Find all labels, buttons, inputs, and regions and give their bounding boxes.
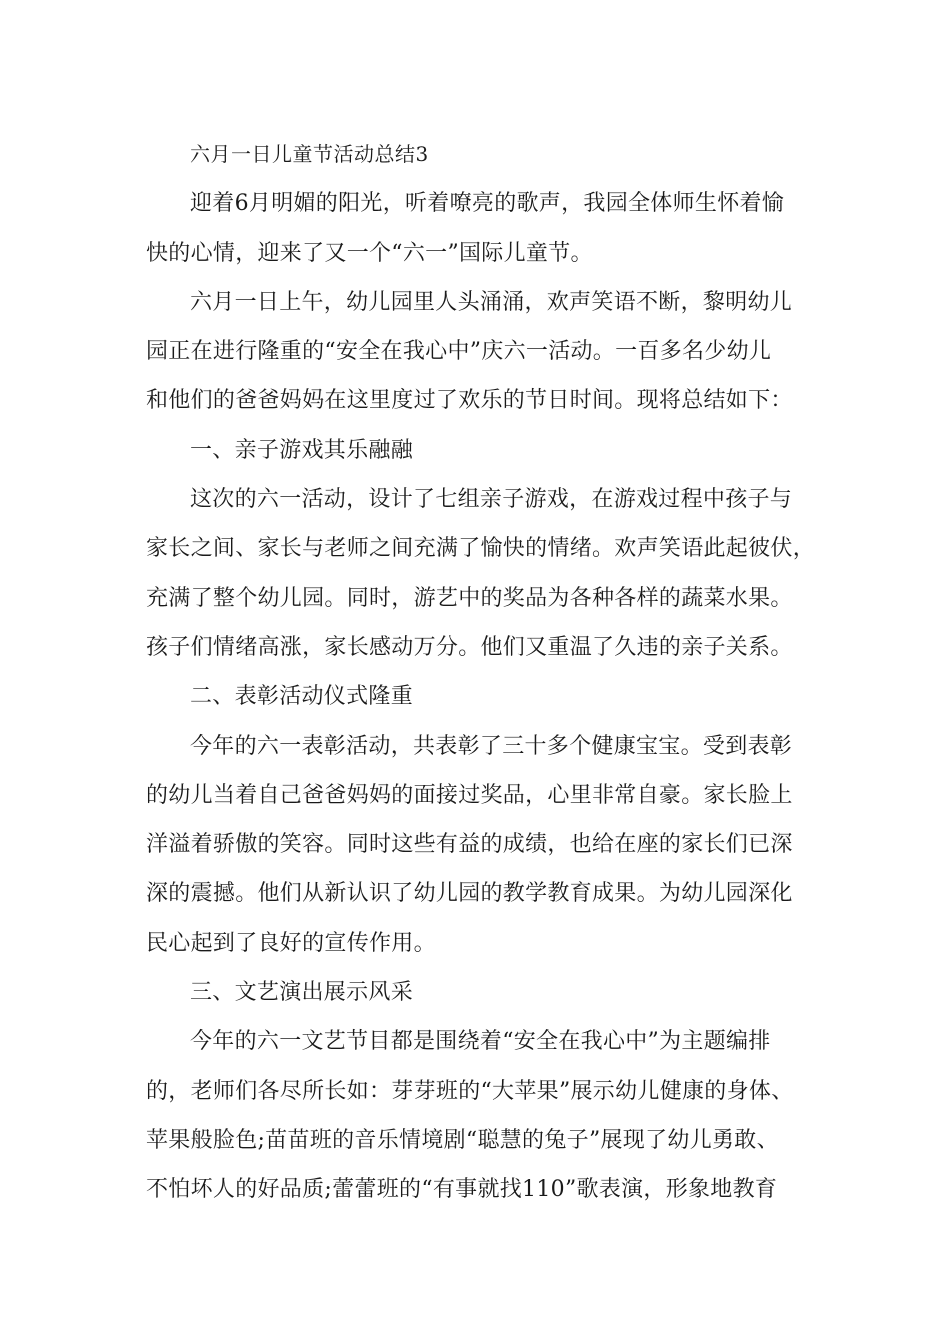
paragraph-line: 快的心情，迎来了又一个“六一”国际儿童节。 [146,240,593,266]
paragraph-line: 深的震撼。他们从新认识了幼儿园的教学教育成果。为幼儿园深化 [146,881,793,907]
paragraph-line: 今年的六一文艺节目都是围绕着“安全在我心中”为主题编排 [190,1029,771,1055]
paragraph-line: 不怕坏人的好品质;蕾蕾班的“有事就找110”歌表演，形象地教育 [146,1177,778,1203]
paragraph-line: 充满了整个幼儿园。同时，游艺中的奖品为各种各样的蔬菜水果。 [146,585,793,611]
paragraph-line: 园正在进行隆重的“安全在我心中”庆六一活动。一百多名少幼儿 [146,339,772,365]
paragraph-line: 的幼儿当着自己爸爸妈妈的面接过奖品，心里非常自豪。家长脸上 [146,782,793,808]
paragraph-line: 民心起到了良好的宣传作用。 [146,930,436,956]
section-heading: 二、表彰活动仪式隆重 [190,684,414,710]
section-heading: 一、亲子游戏其乐融融 [190,437,414,463]
paragraph-line: 苹果般脸色;苗苗班的音乐情境剧“聪慧的兔子”展现了幼儿勇敢、 [146,1127,779,1153]
paragraph-line: 和他们的爸爸妈妈在这里度过了欢乐的节日时间。现将总结如下： [146,388,793,414]
document-title: 六月一日儿童节活动总结3 [190,142,429,166]
paragraph-line: 这次的六一活动，设计了七组亲子游戏，在游戏过程中孩子与 [190,487,793,513]
section-heading: 三、文艺演出展示风采 [190,980,414,1006]
paragraph-line: 洋溢着骄傲的笑容。同时这些有益的成绩，也给在座的家长们已深 [146,832,793,858]
paragraph-line: 孩子们情绪高涨，家长感动万分。他们又重温了久违的亲子关系。 [146,634,793,660]
paragraph-line: 迎着6月明媚的阳光，听着嘹亮的歌声，我园全体师生怀着愉 [190,191,785,217]
paragraph-line: 家长之间、家长与老师之间充满了愉快的情绪。欢声笑语此起彼伏， [146,536,816,562]
paragraph-line: 今年的六一表彰活动，共表彰了三十多个健康宝宝。受到表彰 [190,733,793,759]
paragraph-line: 六月一日上午，幼儿园里人头涌涌，欢声笑语不断，黎明幼儿 [190,289,793,315]
paragraph-line: 的，老师们各尽所长如：芽芽班的“大苹果”展示幼儿健康的身体、 [146,1078,794,1104]
document-body [146,130,816,1215]
